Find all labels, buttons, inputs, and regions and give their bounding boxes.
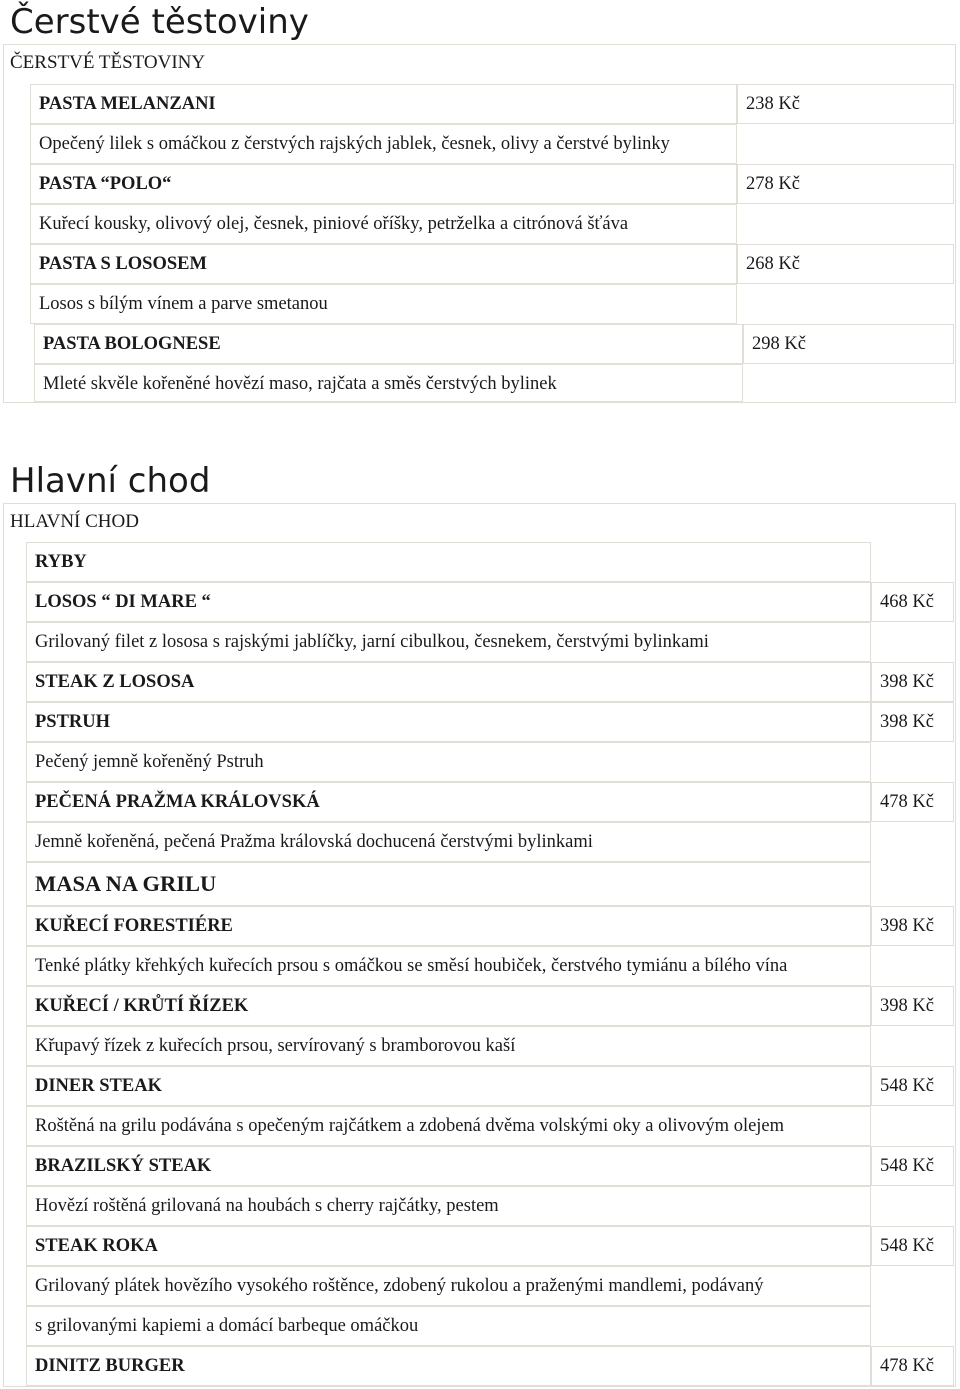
menu-item-description: Losos s bílým vínem a parve smetanou — [30, 284, 737, 324]
menu-item-description: Tenké plátky křehkých kuřecích prsou s omáčkou se směsí houbiček, čerstvého tymiánu a bílého vína — [26, 946, 871, 986]
menu-item-name: PEČENÁ PRAŽMA KRÁLOVSKÁ — [26, 782, 871, 822]
section-heading-pasta: Čerstvé těstoviny — [10, 2, 309, 42]
menu-item-price: 398 Kč — [871, 986, 954, 1026]
menu-item-description: Jemně kořeněná, pečená Pražma královská dochucená čerstvými bylinkami — [26, 822, 871, 862]
menu-item-name: PASTA MELANZANI — [30, 84, 737, 124]
menu-item-price: 478 Kč — [871, 782, 954, 822]
menu-item-name: PASTA “POLO“ — [30, 164, 737, 204]
menu-item-name: DINITZ BURGER — [26, 1346, 871, 1386]
menu-item-description: Grilovaný filet z lososa s rajskými jablíčky, jarní cibulkou, česnekem, čerstvými bylinkami — [26, 622, 871, 662]
menu-item-price: 398 Kč — [871, 906, 954, 946]
menu-item-price: 398 Kč — [871, 662, 954, 702]
menu-item-price: 478 Kč — [871, 1346, 954, 1386]
menu-item-price: 548 Kč — [871, 1146, 954, 1186]
menu-item-description: Hovězí roštěná grilovaná na houbách s cherry rajčátky, pestem — [26, 1186, 871, 1226]
menu-item-description: Mleté skvěle kořeněné hovězí maso, rajčata a směs čerstvých bylinek — [34, 364, 743, 402]
menu-item-name: DINER STEAK — [26, 1066, 871, 1106]
menu-item-name: BRAZILSKÝ STEAK — [26, 1146, 871, 1186]
menu-item-description: Grilovaný plátek hovězího vysokého roštěnce, zdobený rukolou a praženými mandlemi, podávaný — [26, 1266, 871, 1306]
menu-item-price: 468 Kč — [871, 582, 954, 622]
menu-item-price: 238 Kč — [737, 84, 954, 124]
menu-item-name: STEAK ROKA — [26, 1226, 871, 1266]
menu-item-description: Pečený jemně kořeněný Pstruh — [26, 742, 871, 782]
menu-item-name: LOSOS “ DI MARE “ — [26, 582, 871, 622]
menu-item-price: 278 Kč — [737, 164, 954, 204]
menu-item-name: KUŘECÍ / KRŮTÍ ŘÍZEK — [26, 986, 871, 1026]
menu-item-name: PSTRUH — [26, 702, 871, 742]
pasta-box-label: ČERSTVÉ TĚSTOVINY — [10, 52, 206, 73]
menu-item-name: PASTA S LOSOSEM — [30, 244, 737, 284]
section-heading-main-course: Hlavní chod — [10, 461, 211, 501]
menu-item-description: Opečený lilek s omáčkou z čerstvých rajských jablek, česnek, olivy a čerstvé bylinky — [30, 124, 737, 164]
menu-item-price: 298 Kč — [743, 324, 954, 364]
menu-item-price: 398 Kč — [871, 702, 954, 742]
menu-item-name: PASTA BOLOGNESE — [34, 324, 743, 364]
menu-item-price: 268 Kč — [737, 244, 954, 284]
group-title-fish: RYBY — [26, 542, 871, 582]
menu-item-price: 548 Kč — [871, 1066, 954, 1106]
menu-item-description: Křupavý řízek z kuřecích prsou, servírovaný s bramborovou kaší — [26, 1026, 871, 1066]
menu-item-price: 548 Kč — [871, 1226, 954, 1266]
group-title-grill: MASA NA GRILU — [26, 862, 871, 906]
menu-item-description-continued: s grilovanými kapiemi a domácí barbeque omáčkou — [26, 1306, 871, 1346]
menu-item-name: STEAK Z LOSOSA — [26, 662, 871, 702]
menu-item-description: Roštěná na grilu podávána s opečeným rajčátkem a zdobená dvěma volskými oky a olivovým olejem — [26, 1106, 871, 1146]
main-course-box-label: HLAVNÍ CHOD — [10, 511, 139, 532]
menu-item-description: Kuřecí kousky, olivový olej, česnek, piniové oříšky, petrželka a citrónová šťáva — [30, 204, 737, 244]
menu-item-name: KUŘECÍ FORESTIÉRE — [26, 906, 871, 946]
